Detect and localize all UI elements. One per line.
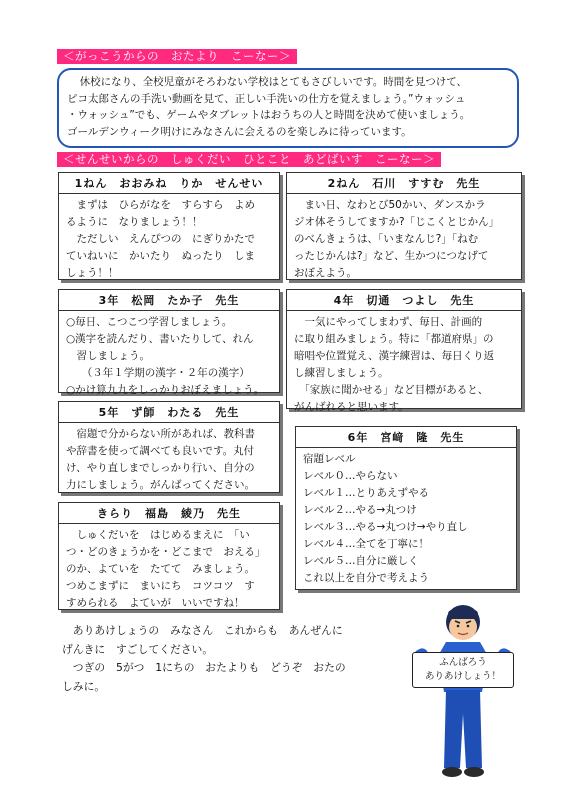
grade2-line: おぼえよう。 [294,267,357,279]
kirari-line: すめられる よていが いいですね！ [66,597,245,609]
grade5-line: 宿題で分からない所があれば、教科書 [66,428,255,440]
grade3-line: ○かけ算九九をしっかりおぼえましょう。 [66,384,265,396]
grade6-line: これ以上を自分で考えよう [303,572,429,584]
grade6-box [295,426,517,590]
grade6-line: レベル４…全てを丁寧に！ [303,538,429,550]
grade5-title: 5年 ず師 わたる 先生 [59,402,279,423]
grade4-line: 一気にやってしまわず、毎日、計画的 [294,316,483,328]
grade1-line: しょう！！ [66,267,119,279]
intro-message-box [57,68,519,148]
grade3-line: ○漢字を読んだり、書いたりして、れん [66,333,254,345]
grade6-line: レベル１…とりあえずやる [303,487,429,499]
grade2-title: 2ねん 石川 すすむ 先生 [287,173,521,194]
grade4-line: がんばれると思います。 [294,401,409,413]
grade2-line: まい日、なわとび50かい、ダンスかラ [294,199,486,211]
grade1-title: 1ねん おおみね りか せんせい [59,173,279,194]
boy-illustration [408,596,518,786]
intro-line: ピコ太郎さんの手洗い動画を見て、正しい手洗いの仕方を覚えましょう。”ウォッシュ [67,92,466,105]
teachers-advice-header: ＜せんせいからの しゅくだい ひとこと あどばいす こーなー＞ [57,152,441,167]
kirari-title: きらり 福島 綾乃 先生 [59,503,279,524]
closing-line: ありあけしょうの みなさん これからも あんぜんに [62,624,343,637]
closing-line: げんきに すごしてください。 [62,642,214,656]
grade6-line: 宿題レベル [303,453,356,465]
sign-line2: ありあけしょう！ [424,671,501,682]
grade5-box [58,401,280,493]
kirari-line: つ・どのきょうかを・どこまで おえる」 [66,546,266,558]
kirari-line: つめこまずに まいにち コツコツ す [66,580,255,592]
grade5-line: や辞書を使って調べても良いです。丸付 [66,445,255,457]
grade3-line: ○毎日、こつこつ学習しましょう。 [66,316,233,328]
sign-line1: ふんばろう [439,657,487,668]
intro-line: ・ウォッシュ”でも、ゲームやタブレットはおうちの人と時間を決めて使いましょう。 [67,109,471,121]
grade6-line: レベル２…やる→丸つけ [303,504,417,516]
grade3-title: 3年 松岡 たか子 先生 [59,290,279,311]
closing-line: しみに。 [62,679,106,693]
intro-line: ゴールデンウィーク明けにみなさんに会えるのを楽しみに待っています。 [67,125,412,138]
grade5-line: 力にしましょう。がんばってください。 [66,479,255,491]
grade4-line: し練習しましょう。 [294,367,389,379]
grade6-line: レベル５…自分に厳しく [303,555,419,567]
grade1-line: ただしい えんぴつの にぎりかたで [66,233,255,245]
grade2-box [286,172,522,280]
grade4-box [286,289,522,413]
grade4-title: 4年 切通 つよし 先生 [287,290,521,311]
grade2-line: ったじかんは?」など、生かつにつなげて [294,250,489,262]
intro-line: 休校になり、全校児童がそろわない学校はとてもさびしいです。時間を見つけて、 [79,76,468,88]
funbarou-sign [412,652,514,688]
closing-line: つぎの 5がつ 1にちの おたよりも どうぞ おたの [62,661,346,674]
closing-message [62,622,422,696]
grade2-line: のべんきょうは、「いまなんじ?」「ねむ [294,233,479,245]
grade4-line: 暗唱や位置覚え、漢字練習は、毎日くり返 [294,350,495,362]
grade3-line: 習しましょう。 [66,350,150,362]
grade1-line: るように なりましょう！！ [66,216,203,228]
grade1-box [58,172,280,280]
grade4-line: 「家族に聞かせる」など目標があると、 [294,384,489,396]
school-news-header: ＜がっこうからの おたより こーなー＞ [57,49,297,64]
grade5-line: け、やり直しまでしっかり行い、自分の [66,462,255,474]
grade4-line: に取り組みましょう。特に「都道府県」の [294,333,494,345]
grade6-title: 6年 宮﨑 隆 先生 [296,427,516,448]
grade3-line: （３年１学期の漢字・２年の漢字） [66,367,250,379]
kirari-line: しゅくだいを はじめるまえに 「い [66,529,250,541]
grade1-line: まずは ひらがなを すらすら よめ [66,199,255,211]
grade6-line: レベル０…やらない [303,470,398,482]
grade3-box [58,289,280,396]
kirari-box [58,502,280,610]
grade2-line: ジオ体そうしてますか?「じこくとじかん」 [294,216,500,228]
kirari-line: のか、よていを たてて みましょう。 [66,563,255,575]
grade6-line: レベル３…やる→丸つけ→やり直し [303,521,468,533]
grade1-line: ていねいに かいたり ぬったり しま [66,250,255,262]
